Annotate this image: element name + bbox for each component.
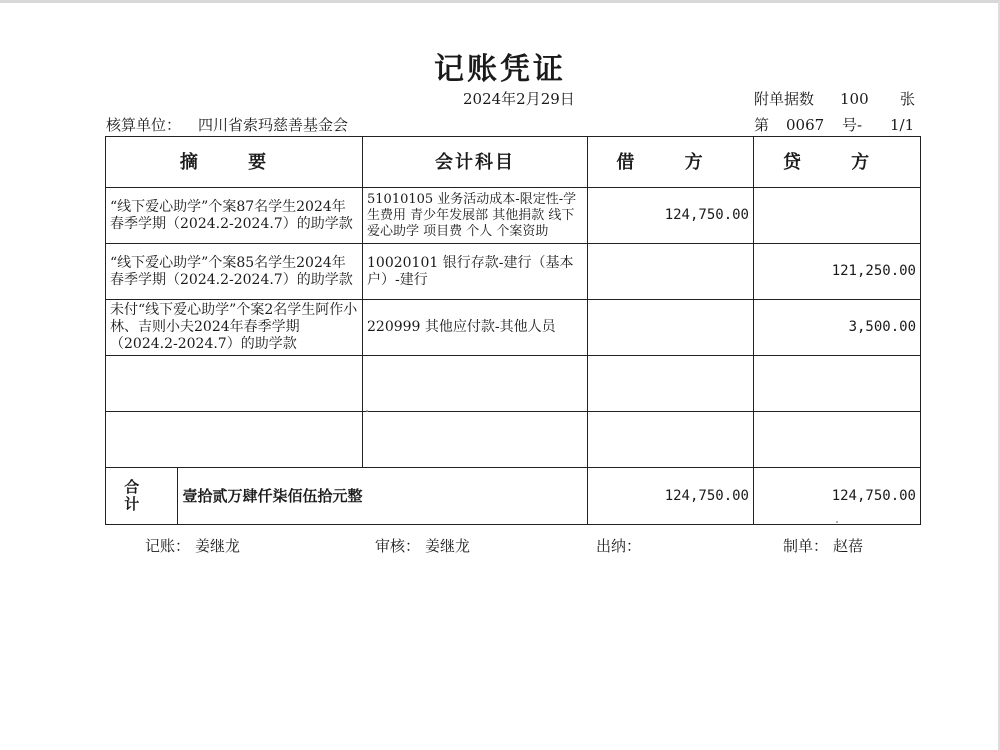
voucher-page-count: 1/1 <box>890 116 915 134</box>
bookkeeper-label: 记账： <box>145 537 191 555</box>
table-row <box>106 412 921 468</box>
row-account: 220999 其他应付款-其他人员 <box>363 300 588 356</box>
unit-label: 核算单位： <box>106 116 182 134</box>
total-row <box>106 468 921 525</box>
row-debit <box>588 244 754 300</box>
scan-edge-top <box>0 0 1000 3</box>
row-credit <box>754 412 921 468</box>
attachments-unit: 张 <box>900 90 916 108</box>
attachments-label: 附单据数 <box>754 90 815 108</box>
row-account <box>363 356 588 412</box>
row-summary: “线下爱心助学”个案85名学生2024年春季学期（2024.2-2024.7）的助学款 <box>106 244 363 300</box>
total-credit: 124,750.00 <box>754 468 921 525</box>
row-summary: “线下爱心助学”个案87名学生2024年春季学期（2024.2-2024.7）的助学款 <box>106 188 363 244</box>
total-label: 合 计 <box>106 468 178 524</box>
row-debit: 124,750.00 <box>588 188 754 244</box>
header-summary: 摘 要 <box>106 137 363 188</box>
voucher-title: 记账凭证 <box>434 52 566 87</box>
table-row <box>106 188 921 244</box>
total-blank-cell <box>363 468 588 525</box>
voucher-date: 2024年2月29日 <box>463 90 575 108</box>
row-credit <box>754 356 921 412</box>
row-account: 51010105 业务活动成本-限定性-学生费用 青少年发展部 其他捐款 线下爱心助学 项目费 个人 个案资助 <box>363 188 588 244</box>
reviewer-label: 审核： <box>375 537 421 555</box>
voucher-table <box>105 136 921 525</box>
row-credit: 121,250.00 <box>754 244 921 300</box>
header-account: 会计科目 <box>363 137 588 188</box>
row-summary <box>106 356 363 412</box>
row-debit <box>588 412 754 468</box>
preparer-name: 赵蓓 <box>833 537 864 555</box>
row-credit: 3,500.00 <box>754 300 921 356</box>
row-account: 10020101 银行存款-建行（基本户）-建行 <box>363 244 588 300</box>
row-summary: 未付“线下爱心助学”个案2名学生阿作小林、吉则小夫2024年春季学期（2024.2-2024.7）的助学款 <box>106 300 363 356</box>
row-summary <box>106 412 363 468</box>
cashier-label: 出纳： <box>596 537 642 555</box>
table-header-row <box>106 137 921 188</box>
reviewer-name: 姜继龙 <box>425 537 471 555</box>
header-credit: 贷 方 <box>754 137 921 188</box>
row-credit <box>754 188 921 244</box>
bookkeeper-name: 姜继龙 <box>195 537 241 555</box>
table-row <box>106 300 921 356</box>
attachments-count: 100 <box>840 90 869 108</box>
scan-speck <box>836 521 838 523</box>
voucher-no-number: 0067 <box>786 116 825 134</box>
total-debit: 124,750.00 <box>588 468 754 525</box>
row-debit <box>588 356 754 412</box>
preparer-label: 制单： <box>783 537 829 555</box>
row-account <box>363 412 588 468</box>
table-row <box>106 244 921 300</box>
row-debit <box>588 300 754 356</box>
table-row <box>106 356 921 412</box>
scan-speck <box>366 410 368 412</box>
unit-name: 四川省索玛慈善基金会 <box>198 116 349 134</box>
header-debit: 借 方 <box>588 137 754 188</box>
total-label-cell <box>106 468 363 525</box>
voucher-no-suffix: 号- <box>842 116 863 134</box>
total-amount-in-words: 壹拾贰万肆仟柒佰伍拾元整 <box>182 486 363 505</box>
voucher-no-prefix: 第 <box>754 116 770 134</box>
